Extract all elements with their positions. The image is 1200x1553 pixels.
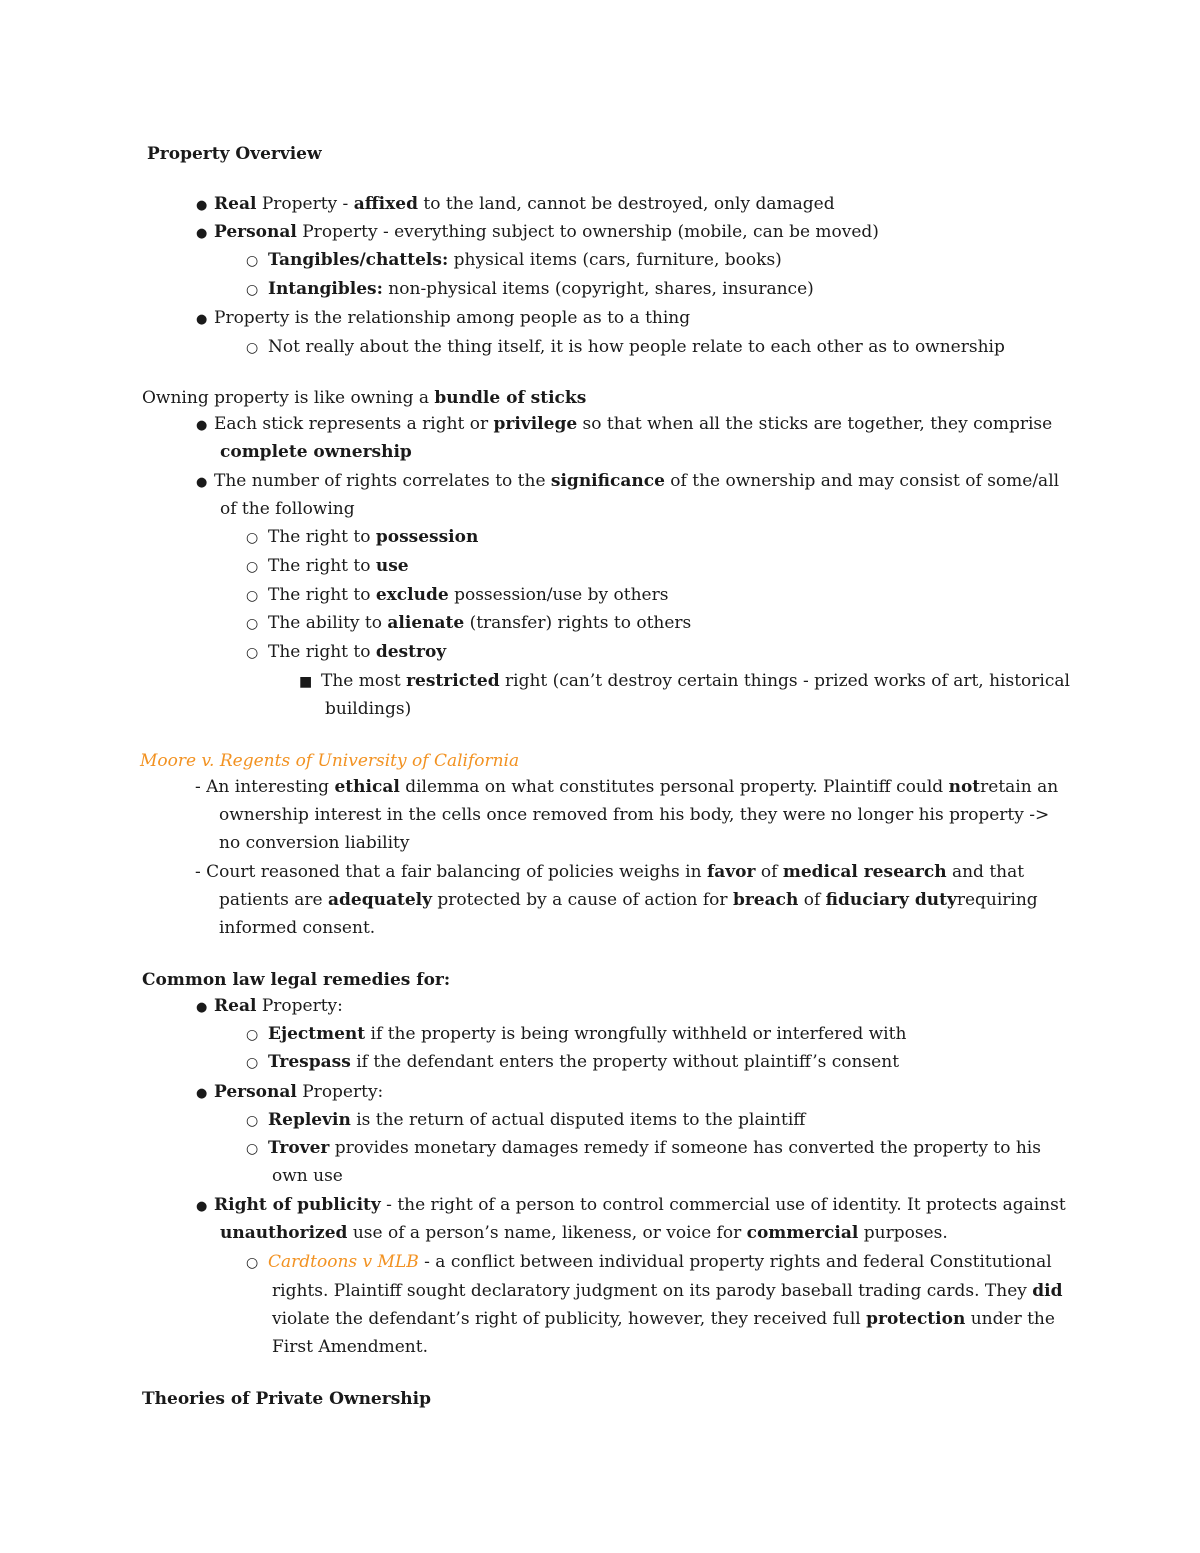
paragraph-line: informed consent. [219, 918, 376, 938]
list-item: ○ Trespass if the defendant enters the property without plaintiff’s consent [246, 1052, 900, 1072]
bullet-icon: ● [196, 1086, 208, 1101]
circle-bullet-icon: ○ [246, 1141, 259, 1157]
circle-bullet-icon: ○ [246, 1113, 259, 1129]
list-item: ○ Intangibles: non-physical items (copyright, shares, insurance) [246, 279, 814, 299]
paragraph-line: patients are adequately protected by a cause of action for breach of fiduciary dutyrequiring [219, 890, 1038, 910]
list-item: ● Real Property: [196, 996, 343, 1016]
list-item-continuation: violate the defendant’s right of publicity, however, they received full protection under the [272, 1309, 1055, 1329]
paragraph-line: no conversion liability [219, 833, 410, 853]
heading-property-overview: Property Overview [147, 144, 322, 164]
circle-bullet-icon: ○ [246, 588, 259, 604]
list-item: ● The number of rights correlates to the significance of the ownership and may consist of some/all [196, 471, 1060, 491]
list-item: ○ Not really about the thing itself, it is how people relate to each other as to ownership [246, 337, 1005, 357]
list-item: ○ The right to possession [246, 527, 479, 547]
circle-bullet-icon: ○ [246, 559, 259, 575]
circle-bullet-icon: ○ [246, 616, 259, 632]
list-item: ○ The right to use [246, 556, 409, 576]
paragraph-line: ownership interest in the cells once removed from his body, they were no longer his property -> [219, 805, 1050, 825]
list-item: ● Real Property - affixed to the land, cannot be destroyed, only damaged [196, 194, 835, 214]
list-item: ○ Cardtoons v MLB - a conflict between individual property rights and federal Constitutional [246, 1252, 1052, 1272]
list-item: ○ The right to destroy [246, 642, 447, 662]
bullet-icon: ● [196, 1199, 208, 1214]
circle-bullet-icon: ○ [246, 282, 259, 298]
circle-bullet-icon: ○ [246, 253, 259, 269]
list-item: ○ The ability to alienate (transfer) rights to others [246, 613, 692, 633]
paragraph-line: - Court reasoned that a fair balancing of policies weighs in favor of medical research and that [195, 862, 1025, 882]
list-item-continuation: buildings) [325, 699, 412, 719]
circle-bullet-icon: ○ [246, 530, 259, 546]
paragraph-line: - An interesting ethical dilemma on what constitutes personal property. Plaintiff could notretain an [195, 777, 1059, 797]
bullet-icon: ● [196, 475, 208, 490]
list-item: ■ The most restricted right (can’t destroy certain things - prized works of art, historical [299, 671, 1070, 691]
bullet-icon: ● [196, 418, 208, 433]
bullet-icon: ● [196, 1000, 208, 1015]
circle-bullet-icon: ○ [246, 1055, 259, 1071]
bullet-icon: ● [196, 226, 208, 241]
list-item-continuation: own use [272, 1166, 343, 1186]
list-item: ● Each stick represents a right or privilege so that when all the sticks are together, they comprise [196, 414, 1053, 434]
case-title-cardtoons: Cardtoons v MLB [268, 1252, 419, 1272]
list-item: ● Property is the relationship among people as to a thing [196, 308, 691, 328]
list-item-continuation: unauthorized use of a person’s name, likeness, or voice for commercial purposes. [220, 1223, 948, 1243]
bullet-icon: ● [196, 198, 208, 213]
list-item-continuation: First Amendment. [272, 1337, 428, 1357]
list-item: ○ Tangibles/chattels: physical items (cars, furniture, books) [246, 250, 782, 270]
list-item-continuation: of the following [220, 499, 355, 519]
circle-bullet-icon: ○ [246, 1027, 259, 1043]
paragraph-bundle-intro: Owning property is like owning a bundle of sticks [142, 388, 587, 408]
circle-bullet-icon: ○ [246, 645, 259, 661]
list-item: ○ Trover provides monetary damages remedy if someone has converted the property to his [246, 1138, 1041, 1158]
list-item-continuation: complete ownership [220, 442, 412, 462]
list-item-continuation: rights. Plaintiff sought declaratory judgment on its parody baseball trading cards. They did [272, 1281, 1063, 1301]
list-item: ● Personal Property - everything subject to ownership (mobile, can be moved) [196, 222, 879, 242]
list-item: ○ The right to exclude possession/use by others [246, 585, 669, 605]
list-item: ○ Replevin is the return of actual disputed items to the plaintiff [246, 1110, 806, 1130]
circle-bullet-icon: ○ [246, 1255, 259, 1271]
heading-common-law-remedies: Common law legal remedies for: [142, 970, 451, 990]
circle-bullet-icon: ○ [246, 340, 259, 356]
case-title-moore: Moore v. Regents of University of California [140, 751, 520, 771]
square-bullet-icon: ■ [299, 674, 313, 690]
list-item: ○ Ejectment if the property is being wrongfully withheld or interfered with [246, 1024, 907, 1044]
bullet-icon: ● [196, 312, 208, 327]
list-item: ● Right of publicity - the right of a person to control commercial use of identity. It protects against [196, 1195, 1066, 1215]
heading-theories-private-ownership: Theories of Private Ownership [142, 1389, 431, 1409]
list-item: ● Personal Property: [196, 1082, 384, 1102]
